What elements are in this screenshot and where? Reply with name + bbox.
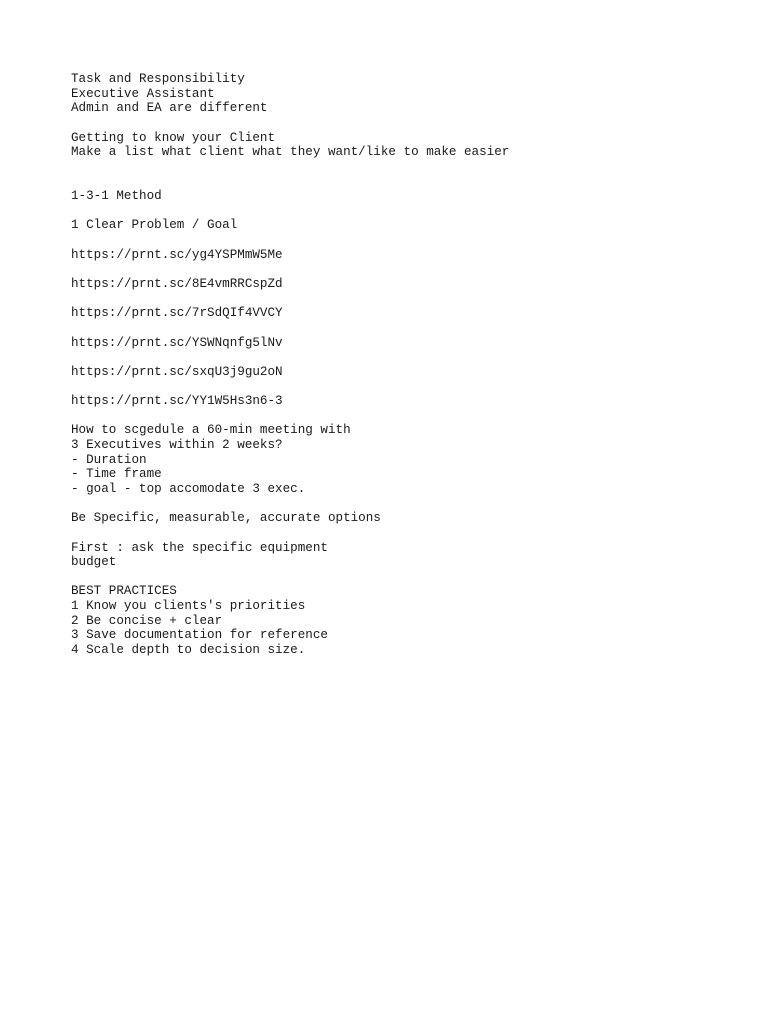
text-line: Executive Assistant — [71, 86, 215, 101]
text-line: Getting to know your Client — [71, 130, 276, 145]
blank-line — [71, 292, 751, 307]
blank-line — [71, 379, 751, 394]
section-heading: BEST PRACTICES — [71, 584, 177, 599]
text-line: 3 Executives within 2 weeks? — [71, 438, 283, 453]
blank-line — [71, 116, 751, 131]
text-line: Task and Responsibility — [71, 72, 245, 86]
url-line: https://prnt.sc/sxqU3j9gu2oN — [71, 364, 283, 379]
list-item: 2 Be concise + clear — [71, 613, 223, 628]
blank-line — [71, 160, 751, 175]
list-item: - Time frame — [71, 467, 162, 482]
blank-line — [71, 262, 751, 277]
blank-line — [71, 321, 751, 336]
document-body — [71, 72, 751, 658]
list-item: - goal - top accomodate 3 exec. — [71, 481, 306, 496]
section-heading: 1-3-1 Method — [71, 189, 162, 204]
list-item: 3 Save documentation for reference — [71, 628, 328, 643]
blank-line — [71, 497, 751, 512]
blank-line — [71, 570, 751, 585]
url-line: https://prnt.sc/YY1W5Hs3n6-3 — [71, 394, 283, 409]
blank-line — [71, 233, 751, 248]
list-item: - Duration — [71, 452, 147, 467]
url-line: https://prnt.sc/YSWNqnfg5lNv — [71, 335, 283, 350]
text-line: First : ask the specific equipment — [71, 540, 328, 555]
url-line: https://prnt.sc/8E4vmRRCspZd — [71, 276, 283, 291]
text-line: Be Specific, measurable, accurate options — [71, 511, 381, 526]
list-item: 4 Scale depth to decision size. — [71, 642, 306, 657]
blank-line — [71, 409, 751, 424]
blank-line — [71, 174, 751, 189]
text-line: Admin and EA are different — [71, 101, 268, 116]
text-line: Make a list what client what they want/like to make easier — [71, 145, 510, 160]
blank-line — [71, 526, 751, 541]
text-line: budget — [71, 555, 117, 570]
list-item: 1 Know you clients's priorities — [71, 599, 306, 614]
blank-line — [71, 350, 751, 365]
blank-line — [71, 204, 751, 219]
url-line: https://prnt.sc/7rSdQIf4VVCY — [71, 306, 283, 321]
text-line: How to scgedule a 60-min meeting with — [71, 423, 351, 438]
url-line: https://prnt.sc/yg4YSPMmW5Me — [71, 247, 283, 262]
text-line: 1 Clear Problem / Goal — [71, 218, 238, 233]
